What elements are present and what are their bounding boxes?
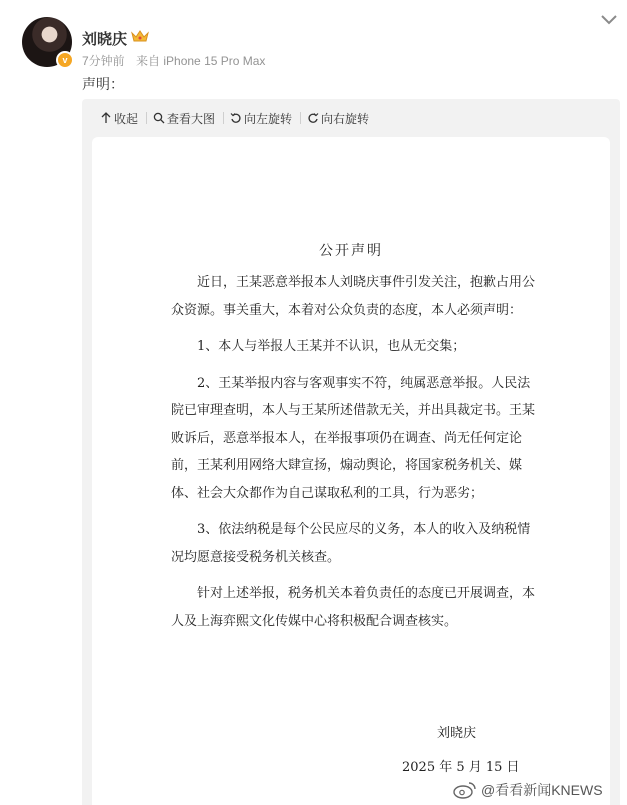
chevron-down-icon[interactable] [600, 14, 618, 26]
rotate-right-icon [307, 112, 319, 124]
crown-icon [131, 29, 149, 43]
rotate-left-button[interactable] [230, 110, 300, 127]
weibo-logo-icon [452, 781, 478, 799]
rotate-left-label: 向左旋转 [244, 111, 293, 126]
arrow-up-icon [100, 112, 112, 124]
toolbar-divider [223, 112, 224, 124]
collapse-label: 收起 [114, 111, 139, 126]
user-name[interactable]: 刘晓庆 [82, 31, 128, 48]
watermark-text: @看看新闻KNEWS [481, 782, 603, 798]
rotate-right-button[interactable] [307, 110, 377, 127]
statement-signature: 刘晓庆 [437, 726, 477, 741]
statement-image[interactable] [92, 137, 610, 805]
statement-body [171, 269, 539, 644]
image-toolbar [82, 99, 620, 137]
view-large-label: 查看大图 [167, 111, 216, 126]
statement-paragraph: 针对上述举报，税务机关本着负责任的态度已开展调查，本人及上海弈熙文化传媒中心将积极配合调查核实。 [171, 586, 536, 629]
statement-paragraph: 3、依法纳税是每个公民应尽的义务，本人的收入及纳税情况均愿意接受税务机关核查。 [171, 522, 531, 565]
watermark [452, 780, 603, 800]
statement-date: 2025 年 5 月 15 日 [402, 760, 520, 775]
verified-badge-icon: v [56, 51, 74, 69]
statement-paragraph: 近日，王某恶意举报本人刘晓庆事件引发关注，抱歉占用公众资源。事关重大，本着对公众负责的态度，本人必须声明： [171, 275, 536, 318]
post-source: 来自 iPhone 15 Pro Max [136, 54, 266, 68]
statement-paragraph: 2、王某举报内容与客观事实不符，纯属恶意举报。人民法院已审理查明，本人与王某所述借款无关，并出具裁定书。王某败诉后，恶意举报本人，在举报事项仍在调查、尚无任何定论前，王某利用网络大肆宣扬，煽动舆论，将国家税务机关、媒体、社会大众都作为自己谋取私利的工具，行为恶劣； [171, 375, 536, 501]
rotate-right-label: 向右旋转 [321, 111, 370, 126]
rotate-left-icon [230, 112, 242, 124]
post-meta [82, 52, 273, 69]
toolbar-divider [300, 112, 301, 124]
magnifier-icon [153, 112, 165, 124]
view-large-button[interactable] [153, 110, 223, 127]
statement-paragraph: 1、本人与举报人王某并不认识，也从无交集； [197, 339, 466, 354]
statement-title: 公开声明 [319, 243, 383, 259]
post-text: 声明： [82, 76, 124, 92]
post-time[interactable]: 7分钟前 [82, 54, 125, 68]
collapse-button[interactable] [100, 110, 146, 127]
avatar[interactable] [22, 17, 72, 67]
image-viewer [82, 99, 620, 805]
toolbar-divider [146, 112, 147, 124]
